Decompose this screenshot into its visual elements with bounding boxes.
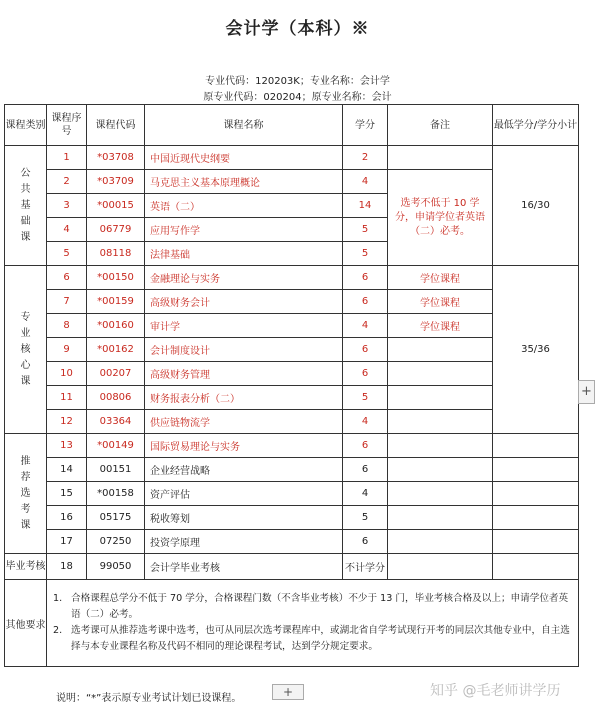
course-code-cell: *00149 <box>87 434 145 458</box>
course-seq-cell: 18 <box>47 554 87 580</box>
note-cell <box>388 530 493 554</box>
course-seq-cell: 7 <box>47 290 87 314</box>
other-requirements-row <box>5 580 579 667</box>
course-credit-cell: 6 <box>343 290 388 314</box>
add-row-button[interactable]: + <box>272 684 304 700</box>
header-min-credit: 最低学分/学分小计 <box>493 105 579 146</box>
table-row <box>5 410 579 434</box>
header-name: 课程名称 <box>145 105 343 146</box>
watermark: 知乎 @毛老师讲学历 <box>430 683 561 699</box>
course-credit-cell: 2 <box>343 146 388 170</box>
course-code-cell: 00806 <box>87 386 145 410</box>
course-category-cell: 专业核心课 <box>5 266 47 434</box>
course-credit-cell: 14 <box>343 194 388 218</box>
course-name-cell: 应用写作学 <box>145 218 343 242</box>
course-seq-cell: 15 <box>47 482 87 506</box>
course-credit-cell: 6 <box>343 266 388 290</box>
table-row <box>5 482 579 506</box>
course-credit-cell: 6 <box>343 530 388 554</box>
course-code-cell: *03709 <box>87 170 145 194</box>
table-row <box>5 338 579 362</box>
course-code-cell: *00159 <box>87 290 145 314</box>
course-seq-cell: 8 <box>47 314 87 338</box>
course-name-cell: 会计制度设计 <box>145 338 343 362</box>
header-category: 课程类别 <box>5 105 47 146</box>
course-seq-cell: 2 <box>47 170 87 194</box>
course-seq-cell: 16 <box>47 506 87 530</box>
note-cell <box>388 506 493 530</box>
note-cell <box>388 482 493 506</box>
course-name-cell: 审计学 <box>145 314 343 338</box>
note-cell <box>388 434 493 458</box>
table-header-row <box>5 105 579 146</box>
original-major-code-line: 原专业代码：020204；原专业名称：会计 <box>203 92 392 103</box>
major-code-line: 专业代码：120203K；专业名称：会计学 <box>205 76 390 87</box>
course-name-cell: 法律基础 <box>145 242 343 266</box>
course-code-cell: 05175 <box>87 506 145 530</box>
course-seq-cell: 4 <box>47 218 87 242</box>
course-seq-cell: 9 <box>47 338 87 362</box>
course-name-cell: 供应链物流学 <box>145 410 343 434</box>
table-row <box>5 554 579 580</box>
course-seq-cell: 5 <box>47 242 87 266</box>
course-category-cell: 公共基础课 <box>5 146 47 266</box>
min-credit-cell: 35/36 <box>493 266 579 434</box>
table-row <box>5 458 579 482</box>
add-column-button[interactable]: + <box>578 380 595 404</box>
common-note-cell: 选考不低于 10 学分，申请学位者英语（二）必考。 <box>388 170 493 266</box>
course-seq-cell: 1 <box>47 146 87 170</box>
note-cell <box>388 146 493 170</box>
requirement-item <box>53 623 572 655</box>
course-credit-cell: 4 <box>343 410 388 434</box>
course-code-cell: *00158 <box>87 482 145 506</box>
course-seq-cell: 3 <box>47 194 87 218</box>
course-code-cell: 07250 <box>87 530 145 554</box>
requirement-number: 2. <box>53 625 63 636</box>
course-seq-cell: 14 <box>47 458 87 482</box>
requirement-number: 1. <box>53 593 63 604</box>
min-credit-cell <box>493 482 579 506</box>
course-name-cell: 企业经营战略 <box>145 458 343 482</box>
course-credit-cell: 5 <box>343 506 388 530</box>
course-name-cell: 高级财务会计 <box>145 290 343 314</box>
course-name-cell: 金融理论与实务 <box>145 266 343 290</box>
requirement-item <box>53 591 572 623</box>
min-credit-cell <box>493 554 579 580</box>
course-credit-cell: 不计学分 <box>343 554 388 580</box>
course-credit-cell: 5 <box>343 218 388 242</box>
course-name-cell: 税收筹划 <box>145 506 343 530</box>
table-row <box>5 290 579 314</box>
course-code-cell: *00160 <box>87 314 145 338</box>
course-code-cell: *00015 <box>87 194 145 218</box>
course-name-cell: 会计学毕业考核 <box>145 554 343 580</box>
course-credit-cell: 5 <box>343 242 388 266</box>
course-code-cell: *00150 <box>87 266 145 290</box>
course-code-cell: 03364 <box>87 410 145 434</box>
table-row <box>5 146 579 170</box>
note-cell <box>388 410 493 434</box>
course-code-cell: *00162 <box>87 338 145 362</box>
course-code-cell: *03708 <box>87 146 145 170</box>
table-row <box>5 314 579 338</box>
requirement-text: 选考课可从推荐选考课中选考，也可从同层次选考课程库中，或湖北省自学考试现行开考的同层次其他专业中，自主选择与本专业课程名称及代码不相同的理论课程考试，达到学分规定要求。 <box>71 625 570 652</box>
min-credit-cell <box>493 530 579 554</box>
course-seq-cell: 12 <box>47 410 87 434</box>
note-cell <box>388 338 493 362</box>
note-cell <box>388 386 493 410</box>
note-cell: 学位课程 <box>388 290 493 314</box>
table-row <box>5 362 579 386</box>
course-credit-cell: 4 <box>343 314 388 338</box>
min-credit-cell <box>493 434 579 458</box>
note-cell <box>388 458 493 482</box>
note-cell <box>388 554 493 580</box>
min-credit-cell <box>493 458 579 482</box>
course-credit-cell: 6 <box>343 458 388 482</box>
course-seq-cell: 6 <box>47 266 87 290</box>
course-credit-cell: 6 <box>343 434 388 458</box>
table-row <box>5 530 579 554</box>
table-row <box>5 434 579 458</box>
header-note: 备注 <box>388 105 493 146</box>
course-seq-cell: 17 <box>47 530 87 554</box>
table-row <box>5 170 579 194</box>
header-credit: 学分 <box>343 105 388 146</box>
course-credit-cell: 4 <box>343 482 388 506</box>
note-cell: 学位课程 <box>388 266 493 290</box>
course-name-cell: 马克思主义基本原理概论 <box>145 170 343 194</box>
course-credit-cell: 4 <box>343 170 388 194</box>
page-title: 会计学（本科）※ <box>225 19 370 39</box>
other-requirements-content <box>47 580 579 667</box>
course-code-cell: 99050 <box>87 554 145 580</box>
course-seq-cell: 13 <box>47 434 87 458</box>
table-row <box>5 506 579 530</box>
min-credit-cell <box>493 506 579 530</box>
course-credit-cell: 5 <box>343 386 388 410</box>
course-credit-cell: 6 <box>343 362 388 386</box>
course-code-cell: 00151 <box>87 458 145 482</box>
course-name-cell: 投资学原理 <box>145 530 343 554</box>
course-name-cell: 英语（二） <box>145 194 343 218</box>
requirement-text: 合格课程总学分不低于 70 学分，合格课程门数（不含毕业考核）不少于 13 门，毕业考核合格及以上；申请学位者英语（二）必考。 <box>71 593 569 620</box>
course-name-cell: 国际贸易理论与实务 <box>145 434 343 458</box>
course-name-cell: 财务报表分析（二） <box>145 386 343 410</box>
curriculum-table <box>4 104 579 667</box>
course-code-cell: 06779 <box>87 218 145 242</box>
course-category-cell: 推荐选考课 <box>5 434 47 554</box>
course-name-cell: 资产评估 <box>145 482 343 506</box>
course-name-cell: 中国近现代史纲要 <box>145 146 343 170</box>
course-code-cell: 08118 <box>87 242 145 266</box>
note-cell: 学位课程 <box>388 314 493 338</box>
header-code: 课程代码 <box>87 105 145 146</box>
course-credit-cell: 6 <box>343 338 388 362</box>
table-row <box>5 266 579 290</box>
course-code-cell: 00207 <box>87 362 145 386</box>
course-seq-cell: 10 <box>47 362 87 386</box>
course-name-cell: 高级财务管理 <box>145 362 343 386</box>
course-seq-cell: 11 <box>47 386 87 410</box>
header-seq: 课程序号 <box>47 105 87 146</box>
min-credit-cell: 16/30 <box>493 146 579 266</box>
table-row <box>5 386 579 410</box>
note-cell <box>388 362 493 386</box>
footnote: 说明：“*”表示原专业考试计划已设课程。 <box>56 693 242 704</box>
course-category-cell: 毕业考核 <box>5 554 47 580</box>
other-requirements-label: 其他要求 <box>5 580 47 667</box>
